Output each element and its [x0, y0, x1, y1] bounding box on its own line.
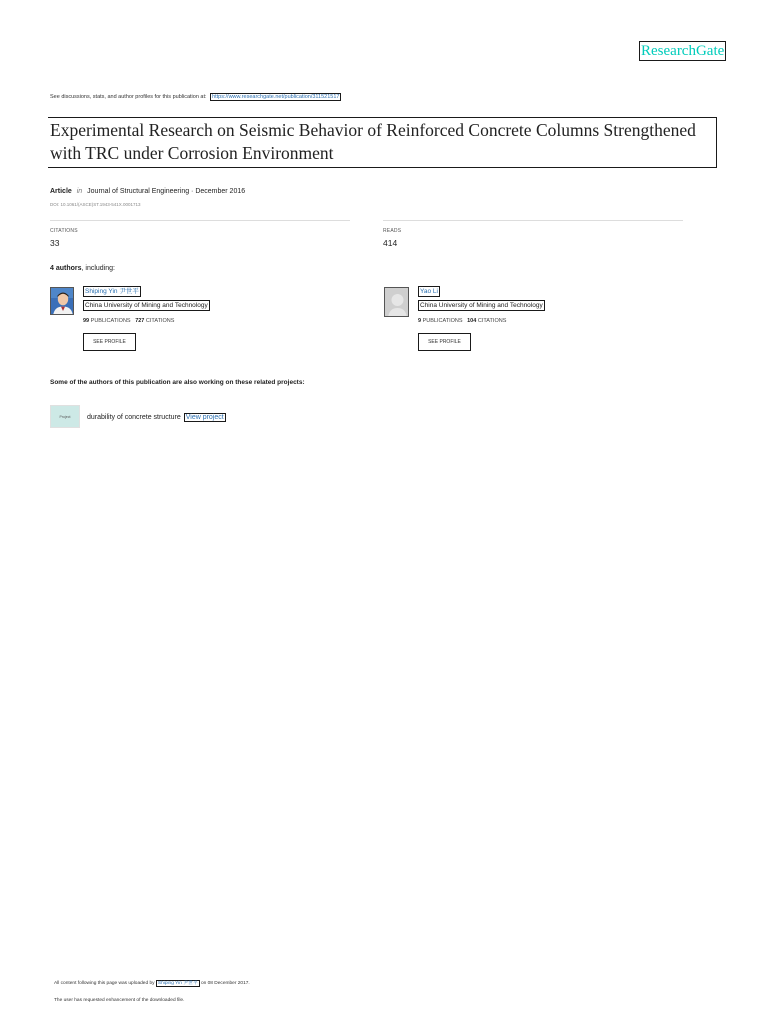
author-publications-count: 9 [418, 318, 422, 324]
upload-notice [54, 980, 250, 987]
publication-in-word: in [76, 188, 83, 195]
divider-right [383, 220, 683, 221]
author-publications-label: PUBLICATIONS [90, 318, 131, 324]
discussions-text: See discussions, stats, and author profiles for this publication at: [50, 94, 207, 100]
publication-url-link[interactable]: https://www.researchgate.net/publication/311521517 [212, 94, 340, 100]
author-stats [83, 317, 174, 325]
divider-left [50, 220, 350, 221]
researchgate-logo[interactable]: ResearchGate [641, 43, 725, 59]
publication-type: Article [50, 188, 72, 195]
journal-name[interactable]: Journal of Structural Engineering · December 2016 [87, 188, 246, 195]
enhancement-notice: The user has requested enhancement of the downloaded file. [54, 998, 185, 1003]
authors-including: , including: [81, 265, 115, 272]
author-stats [418, 317, 506, 325]
author-avatar-placeholder[interactable] [384, 287, 409, 317]
see-profile-button[interactable]: SEE PROFILE [418, 333, 471, 351]
reads-value: 414 [383, 238, 398, 248]
author-publications-count: 99 [83, 318, 90, 324]
author-citations-label: CITATIONS [477, 318, 507, 324]
author-citations-label: CITATIONS [145, 318, 175, 324]
view-project-link[interactable]: View project [185, 414, 224, 421]
person-photo-icon [51, 288, 74, 315]
upload-prefix: All content following this page was uploaded by [54, 981, 155, 986]
doi: DOI: 10.1061/(ASCE)ST.1943-541X.0001713 [50, 202, 141, 207]
uploader-link[interactable]: Shiping Yin 尹世平 [157, 981, 198, 986]
authors-count: 4 authors [50, 265, 82, 272]
author-name-link[interactable]: Shiping Yin 尹世平 [85, 288, 139, 295]
related-projects-heading: Some of the authors of this publication are also working on these related projects: [50, 379, 305, 386]
reads-label: READS [383, 228, 402, 234]
citations-label: CITATIONS [50, 228, 78, 234]
publication-title: Experimental Research on Seismic Behavior of Reinforced Concrete Columns Strengthened with TRC under Corrosion Environment [50, 120, 696, 163]
author-publications-label: PUBLICATIONS [422, 318, 463, 324]
project-thumbnail[interactable]: Project [50, 405, 80, 428]
see-profile-button[interactable]: SEE PROFILE [83, 333, 136, 351]
citations-value: 33 [50, 238, 60, 248]
author-citations-count: 104 [467, 318, 477, 324]
default-avatar-icon [385, 288, 409, 317]
authors-heading [50, 264, 115, 274]
project-entry [87, 413, 226, 423]
author-avatar-photo[interactable] [50, 287, 74, 315]
project-title: durability of concrete structure [87, 414, 181, 421]
discussions-line [50, 92, 341, 102]
author-institution-link[interactable]: China University of Mining and Technology [85, 302, 208, 309]
author-citations-count: 727 [135, 318, 145, 324]
author-institution-link[interactable]: China University of Mining and Technology [420, 302, 543, 309]
upload-suffix: on 08 December 2017. [200, 981, 250, 986]
publication-info [50, 187, 245, 197]
author-name-link[interactable]: Yao Li [420, 288, 438, 295]
